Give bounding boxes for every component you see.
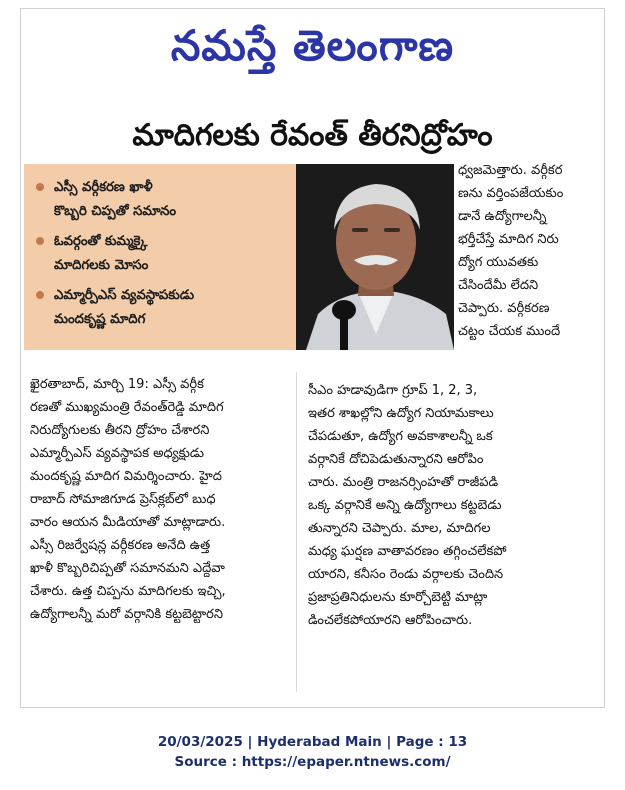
article-line: మందకృష్ణ మాదిగ విమర్శించారు. హైద <box>30 469 222 484</box>
column-divider <box>296 372 297 692</box>
article-line: సీఎం హడావుడిగా గ్రూప్ 1, 2, 3, <box>308 383 478 398</box>
article-line: వారం ఆయన మీడియాతో మాట్లాడారు. <box>30 515 226 530</box>
article-column-left <box>30 374 288 627</box>
article-line: వర్గానికే దోచిపెడుతున్నారని ఆరోపిం <box>308 452 484 467</box>
article-line: చట్టం చేయక ముందే <box>458 324 561 339</box>
article-line: నిరుద్యోగులకు తీరని ద్రోహం చేశారని <box>30 423 210 438</box>
article-line: డానే ఉద్యోగాలన్నీ <box>458 209 547 224</box>
article-column-right <box>308 380 608 633</box>
article-line: ప్రజాప్రతినిధులను కూర్చోబెట్టి మాట్లా <box>308 590 488 605</box>
bullet-icon <box>36 183 44 191</box>
article-line: మధ్య ఘర్షణ వాతావరణం తగ్గించలేకపో <box>308 544 507 559</box>
highlight-line: ఎమ్మార్పీఎస్ వ్యవస్థాపకుడు <box>54 288 195 303</box>
highlight-item <box>36 176 288 224</box>
article-line: ఇతర శాఖల్లోని ఉద్యోగ నియామకాలు <box>308 406 494 421</box>
article-line: ఎస్సీ రిజర్వేషన్ల వర్గీకరణ అనేది ఉత్త <box>30 538 211 553</box>
article-line: చేసిందేమీ లేదని <box>458 278 539 293</box>
source-link: Source : https://epaper.ntnews.com/ <box>174 754 451 770</box>
article-line: ణను వర్తింపజేయకుం <box>458 186 564 201</box>
highlight-line: ఓవర్గంతో కుమ్మక్కై <box>54 234 148 249</box>
article-line: ఉద్యోగాలన్నీ మరో వర్గానికి కట్టబెట్టారని <box>30 607 223 622</box>
article-line: ధ్వజమెత్తారు. వర్గీకర <box>458 163 563 178</box>
article-line: తున్నారని చెప్పారు. మాల, మాదిగల <box>308 521 491 536</box>
highlight-item <box>36 230 288 278</box>
highlight-line: మందకృష్ణ మాదిగ <box>54 312 146 327</box>
article-line: చేపడుతూ, ఉద్యోగ అవకాశాలన్నీ ఒక <box>308 429 493 444</box>
article-line: ఖాళీ కొబ్బరిచిప్పతో సమానమని ఎద్దేవా <box>30 561 225 576</box>
article-headline: మాదిగలకు రేవంత్ తీరనిద్రోహం <box>132 118 493 153</box>
article-line: రాబాద్ సోమాజిగూడ ప్రెస్‌క్లబ్‌లో బుధ <box>30 492 216 507</box>
article-line: ఖైరతాబాద్, మార్చి 19: ఎస్సీ వర్గీక <box>30 377 204 392</box>
clipping-footer <box>0 732 625 772</box>
article-line: భర్తీచేస్తే మాదిగ నిరు <box>458 232 559 247</box>
highlight-line: కొబ్బరి చిప్పతో సమానం <box>54 204 177 219</box>
article-line: రణతో ముఖ్యమంత్రి రేవంత్‌రెడ్డి మాదిగ <box>30 400 224 415</box>
article-line: ద్యోగ యువతకు <box>458 255 539 270</box>
edition-info: 20/03/2025 | Hyderabad Main | Page : 13 <box>157 734 468 750</box>
highlights-box <box>24 164 296 350</box>
speaker-photo <box>296 164 454 350</box>
highlight-item <box>36 284 288 332</box>
article-line: డించలేకపోయారని ఆరోపించారు. <box>308 613 473 628</box>
article-line: చేశారు. ఉత్త చిప్పను మాదిగలకు ఇచ్చి, <box>30 584 226 599</box>
article-column-top-right <box>458 160 608 344</box>
portrait-image <box>296 164 454 350</box>
bullet-icon <box>36 291 44 299</box>
article-line: ఒక్క వర్గానికే అన్ని ఉద్యోగాలు కట్టబెడు <box>308 498 502 513</box>
bullet-icon <box>36 237 44 245</box>
newspaper-masthead: నమస్తే తెలంగాణ <box>170 21 455 70</box>
article-line: చెప్పారు. వర్గీకరణ <box>458 301 550 316</box>
highlight-line: మాదిగలకు మోసం <box>54 258 149 273</box>
highlight-line: ఎస్సీ వర్గీకరణ ఖాళీ <box>54 180 153 195</box>
article-line: చారు. మంత్రి రాజనర్సింహతో రాజీపడి <box>308 475 499 490</box>
article-line: యారని, కనీసం రెండు వర్గాలకు చెందిన <box>308 567 504 582</box>
article-line: ఎమ్మార్పీఎస్ వ్యవస్థాపక అధ్యక్షుడు <box>30 446 205 461</box>
